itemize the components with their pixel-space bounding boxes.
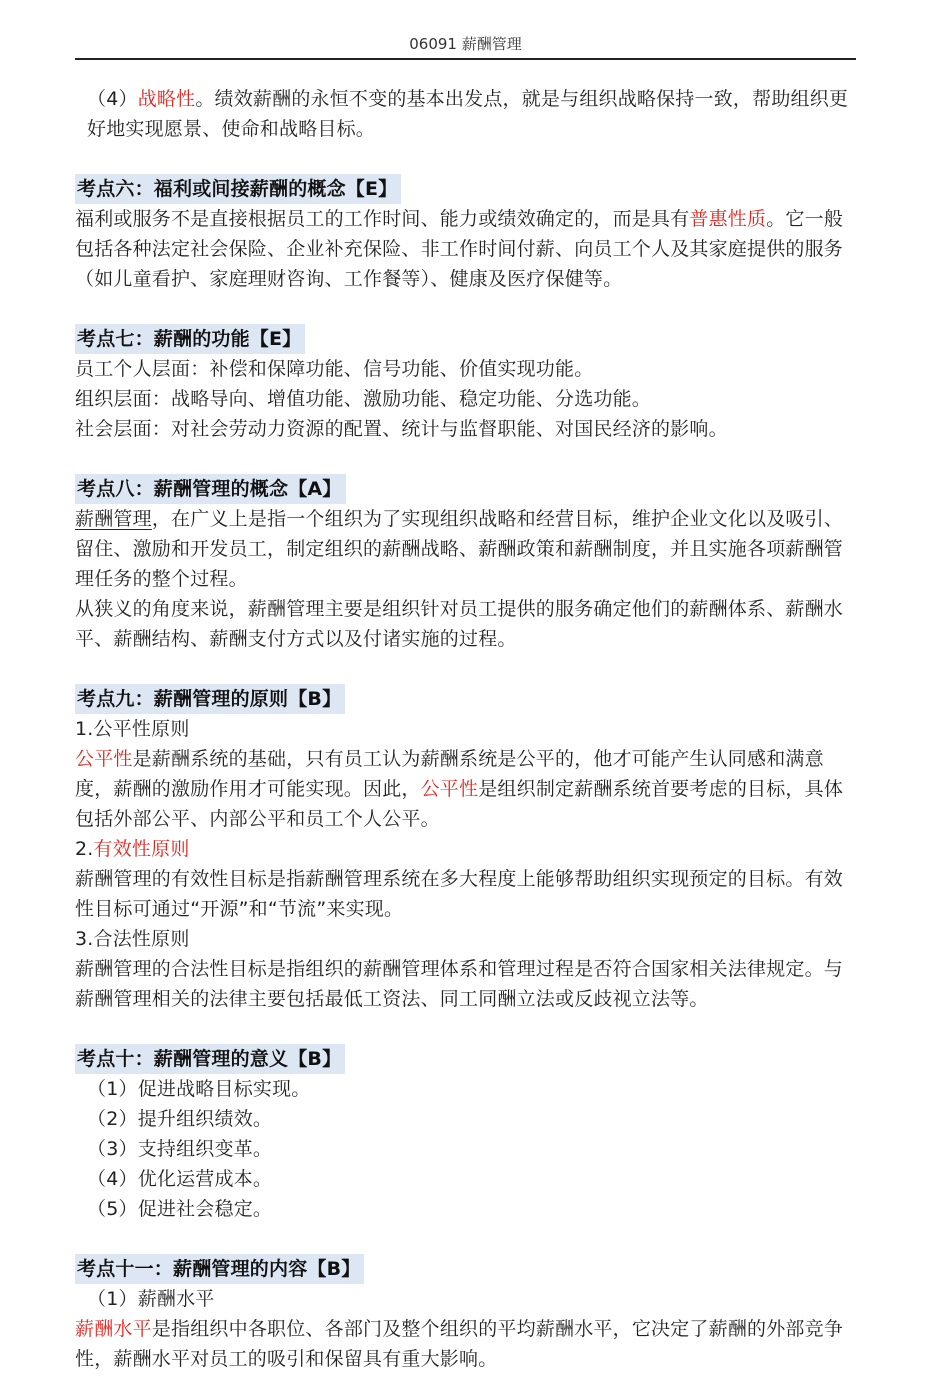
item-number: （4） xyxy=(87,88,138,110)
page-header: 06091 薪酬管理 xyxy=(409,35,522,53)
section-heading-7: 考点七：薪酬的功能【E】 xyxy=(75,324,305,354)
document-body xyxy=(75,84,860,1374)
highlight-term: 薪酬水平 xyxy=(75,1318,152,1340)
paragraph-text: 是薪酬系统的基础，只有员工认为薪酬系统是公平的，他才可能产生认同感和满意度，薪酬的激励作用才可能实现。因此， xyxy=(75,748,824,800)
paragraph-text: ，在广义上是指一个组织为了实现组织战略和经营目标，维护企业文化以及吸引、留住、激励和开发员工，制定组织的薪酬战略、薪酬政策和薪酬制度，并且实施各项薪酬管理任务的整个过程。 xyxy=(75,508,844,590)
subheading-pay-level: （1）薪酬水平 xyxy=(87,1288,215,1310)
paragraph-definition-narrow: 从狭义的角度来说，薪酬管理主要是组织针对员工提供的服务确定他们的薪酬体系、薪酬水平、薪酬结构、薪酬支付方式以及付诸实施的过程。 xyxy=(75,598,844,650)
highlight-term: 有效性原则 xyxy=(93,838,190,860)
list-item: （4）优化运营成本。 xyxy=(87,1168,273,1190)
highlight-term: 公平性 xyxy=(420,778,479,800)
subheading-fairness: 1.公平性原则 xyxy=(75,718,190,740)
paragraph-benefits xyxy=(75,204,860,294)
paragraph-legality: 薪酬管理的合法性目标是指组织的薪酬管理体系和管理过程是否符合国家相关法律规定。与薪酬管理相关的法律主要包括最低工资法、同工同酬立法或反歧视立法等。 xyxy=(75,958,844,1010)
paragraph-fairness xyxy=(75,744,860,834)
list-item: （3）支持组织变革。 xyxy=(87,1138,273,1160)
section-heading-8: 考点八：薪酬管理的概念【A】 xyxy=(75,474,346,504)
paragraph-pay-level xyxy=(75,1314,860,1374)
section-heading-11: 考点十一：薪酬管理的内容【B】 xyxy=(75,1254,364,1284)
subheading-effectiveness xyxy=(75,834,860,864)
paragraph-text: 福利或服务不是直接根据员工的工作时间、能力或绩效确定的，而是具有 xyxy=(75,208,690,230)
list-item: （1）促进战略目标实现。 xyxy=(87,1078,311,1100)
paragraph-strategy xyxy=(75,84,860,144)
paragraph-text: 。绩效薪酬的永恒不变的基本出发点，就是与组织战略保持一致，帮助组织更好地实现愿景、使命和战略目标。 xyxy=(87,88,849,140)
highlight-term: 普惠性质 xyxy=(689,208,767,230)
function-line-organization: 组织层面：战略导向、增值功能、激励功能、稳定功能、分选功能。 xyxy=(75,388,652,410)
section-heading-6: 考点六：福利或间接薪酬的概念【E】 xyxy=(75,174,401,204)
paragraph-text: 是指组织中各职位、各部门及整个组织的平均薪酬水平，它决定了薪酬的外部竞争性，薪酬水平对员工的吸引和保留具有重大影响。 xyxy=(75,1318,844,1370)
subheading-number: 2. xyxy=(75,838,94,860)
subheading-legality: 3.合法性原则 xyxy=(75,928,190,950)
section-heading-10: 考点十：薪酬管理的意义【B】 xyxy=(75,1044,345,1074)
header-divider xyxy=(75,58,856,60)
underlined-term: 薪酬管理 xyxy=(75,508,152,530)
paragraph-text: 。它一般包括各种法定社会保险、企业补充保险、非工作时间付薪、向员工个人及其家庭提供的服务（如儿童看护、家庭理财咨询、工作餐等）、健康及医疗保健等。 xyxy=(75,208,844,290)
paragraph-text: 是组织制定薪酬系统首要考虑的目标，具体包括外部公平、内部公平和员工个人公平。 xyxy=(75,778,844,830)
paragraph-definition-broad xyxy=(75,504,860,594)
list-item: （5）促进社会稳定。 xyxy=(87,1198,273,1220)
section-heading-9: 考点九：薪酬管理的原则【B】 xyxy=(75,684,345,714)
list-item: （2）提升组织绩效。 xyxy=(87,1108,273,1130)
function-line-society: 社会层面：对社会劳动力资源的配置、统计与监督职能、对国民经济的影响。 xyxy=(75,418,728,440)
function-line-individual: 员工个人层面：补偿和保障功能、信号功能、价值实现功能。 xyxy=(75,358,594,380)
highlight-term: 战略性 xyxy=(137,88,196,110)
highlight-term: 公平性 xyxy=(75,748,133,770)
paragraph-effectiveness: 薪酬管理的有效性目标是指薪酬管理系统在多大程度上能够帮助组织实现预定的目标。有效性目标可通过“开源”和“节流”来实现。 xyxy=(75,868,844,920)
